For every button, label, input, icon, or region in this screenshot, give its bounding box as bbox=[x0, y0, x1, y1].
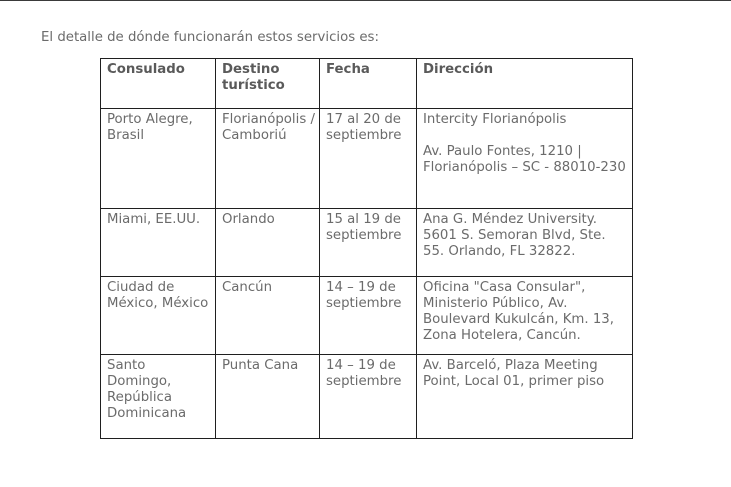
cell-fecha: 14 – 19 de septiembre bbox=[320, 277, 417, 355]
table-header-row bbox=[101, 59, 633, 109]
cell-direccion: Ana G. Méndez University. 5601 S. Semoran Blvd, Ste. 55. Orlando, FL 32822. bbox=[417, 209, 633, 277]
header-destino: Destino turístico bbox=[216, 59, 320, 109]
intro-text: El detalle de dónde funcionarán estos servicios es: bbox=[41, 30, 379, 45]
cell-direccion bbox=[417, 109, 633, 209]
header-fecha: Fecha bbox=[320, 59, 417, 109]
cell-destino: Orlando bbox=[216, 209, 320, 277]
top-divider bbox=[0, 0, 731, 1]
table-row bbox=[101, 277, 633, 355]
header-direccion: Dirección bbox=[417, 59, 633, 109]
cell-consulado: Miami, EE.UU. bbox=[101, 209, 216, 277]
header-consulado: Consulado bbox=[101, 59, 216, 109]
cell-fecha: 15 al 19 de septiembre bbox=[320, 209, 417, 277]
table-row bbox=[101, 109, 633, 209]
cell-consulado: Santo Domingo, República Dominicana bbox=[101, 355, 216, 439]
cell-destino: Punta Cana bbox=[216, 355, 320, 439]
cell-direccion: Av. Barceló, Plaza Meeting Point, Local 01, primer piso bbox=[417, 355, 633, 439]
cell-fecha: 17 al 20 de septiembre bbox=[320, 109, 417, 209]
services-table bbox=[100, 58, 633, 439]
cell-destino: Cancún bbox=[216, 277, 320, 355]
cell-destino: Florianópolis / Camboriú bbox=[216, 109, 320, 209]
cell-consulado: Ciudad de México, México bbox=[101, 277, 216, 355]
address-street: Av. Paulo Fontes, 1210 | Florianópolis – SC - 88010-230 bbox=[423, 144, 626, 175]
table-row bbox=[101, 355, 633, 439]
table-row bbox=[101, 209, 633, 277]
cell-consulado: Porto Alegre, Brasil bbox=[101, 109, 216, 209]
address-venue: Intercity Florianópolis bbox=[423, 112, 567, 127]
cell-fecha: 14 – 19 de septiembre bbox=[320, 355, 417, 439]
cell-direccion: Oficina "Casa Consular", Ministerio Público, Av. Boulevard Kukulcán, Km. 13, Zona Hotelera, Cancún. bbox=[417, 277, 633, 355]
